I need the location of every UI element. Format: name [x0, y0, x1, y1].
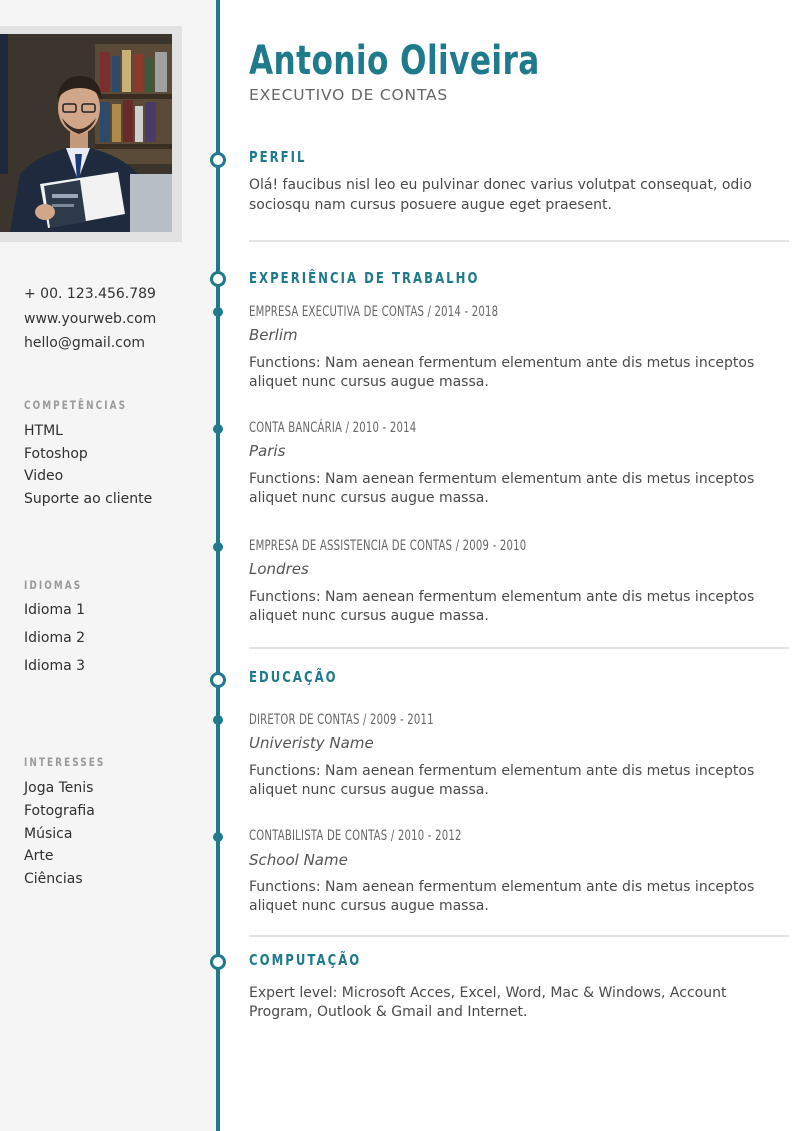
experience-entry-heading: EMPRESA DE ASSISTENCIA DE CONTAS / 2009 - 2010: [249, 538, 527, 554]
interests-section: [24, 755, 119, 891]
skill-item: HTML: [24, 423, 63, 439]
timeline-section-marker: [210, 271, 226, 287]
interest-item: Fotografia: [24, 802, 95, 819]
contact-info: [24, 282, 156, 356]
timeline-entry-marker: [213, 715, 223, 725]
timeline-entry-marker: [213, 307, 223, 317]
language-item: Idioma 3: [24, 658, 86, 674]
skills-title: COMPETÊNCIAS: [24, 398, 128, 412]
experience-title: EXPERIÊNCIA DE TRABALHO: [249, 269, 480, 287]
section-divider: [249, 647, 789, 649]
interests-title: INTERESSES: [24, 755, 106, 769]
section-divider: [249, 935, 789, 937]
computing-title: COMPUTAÇÃO: [249, 951, 362, 969]
experience-entry-place: Paris: [249, 442, 286, 460]
timeline-section-marker: [210, 954, 226, 970]
education-entry-heading: DIRETOR DE CONTAS / 2009 - 2011: [249, 712, 434, 728]
person-name: Antonio Oliveira: [249, 38, 540, 84]
person-role: EXECUTIVO DE CONTAS: [249, 86, 449, 104]
experience-entry-description: Functions: Nam aenean fermentum elementum ante dis metus inceptos aliquet nunc cursus augue massa.: [249, 471, 755, 506]
experience-entry-description: Functions: Nam aenean fermentum elementum ante dis metus inceptos aliquet nunc cursus augue massa.: [249, 589, 755, 624]
education-title: EDUCAÇÃO: [249, 668, 338, 686]
timeline-entry-marker: [213, 424, 223, 434]
timeline-section-marker: [210, 672, 226, 688]
education-entry-place: Univeristy Name: [249, 734, 374, 752]
interest-item: Ciências: [24, 871, 83, 888]
interest-item: Joga Tenis: [24, 780, 94, 796]
skills-section: [24, 398, 152, 511]
profile-text: Olá! faucibus nisl leo eu pulvinar donec varius volutpat consequat, odio sociosqu nam cursus posuere augue eget praesent.: [249, 177, 752, 213]
computing-text: Expert level: Microsoft Acces, Excel, Word, Mac & Windows, Account Program, Outlook & Gmail and Internet.: [249, 985, 727, 1020]
timeline-entry-marker: [213, 542, 223, 552]
phone-text: + 00. 123.456.789: [24, 286, 156, 302]
languages-title: IDIOMAS: [24, 578, 83, 592]
profile-title: PERFIL: [249, 148, 307, 166]
timeline-section-marker: [210, 152, 226, 168]
email-link[interactable]: hello@gmail.com: [24, 335, 146, 351]
languages-section: [24, 578, 92, 680]
profile-photo: [0, 34, 172, 232]
experience-entry-heading: EMPRESA EXECUTIVA DE CONTAS / 2014 - 2018: [249, 304, 499, 320]
skill-item: Fotoshop: [24, 445, 88, 462]
experience-entry-description: Functions: Nam aenean fermentum elementum ante dis metus inceptos aliquet nunc cursus augue massa.: [249, 355, 755, 390]
experience-entry-place: Londres: [249, 560, 309, 578]
language-item: Idioma 2: [24, 630, 86, 646]
timeline-entry-marker: [213, 832, 223, 842]
education-entry-description: Functions: Nam aenean fermentum elementum ante dis metus inceptos aliquet nunc cursus augue massa.: [249, 763, 755, 798]
education-entry-place: School Name: [249, 851, 348, 869]
experience-entry-place: Berlim: [249, 326, 298, 344]
website-link[interactable]: www.yourweb.com: [24, 310, 157, 327]
education-entry-heading: CONTABILISTA DE CONTAS / 2010 - 2012: [249, 828, 462, 844]
education-entry-description: Functions: Nam aenean fermentum elementum ante dis metus inceptos aliquet nunc cursus augue massa.: [249, 879, 755, 914]
skill-item: Suporte ao cliente: [24, 491, 153, 508]
skill-item: Video: [24, 468, 64, 485]
language-item: Idioma 1: [24, 602, 86, 618]
experience-entry-heading: CONTA BANCÁRIA / 2010 - 2014: [249, 420, 417, 436]
section-divider: [249, 240, 789, 242]
interest-item: Arte: [24, 848, 54, 865]
interest-item: Música: [24, 825, 73, 842]
